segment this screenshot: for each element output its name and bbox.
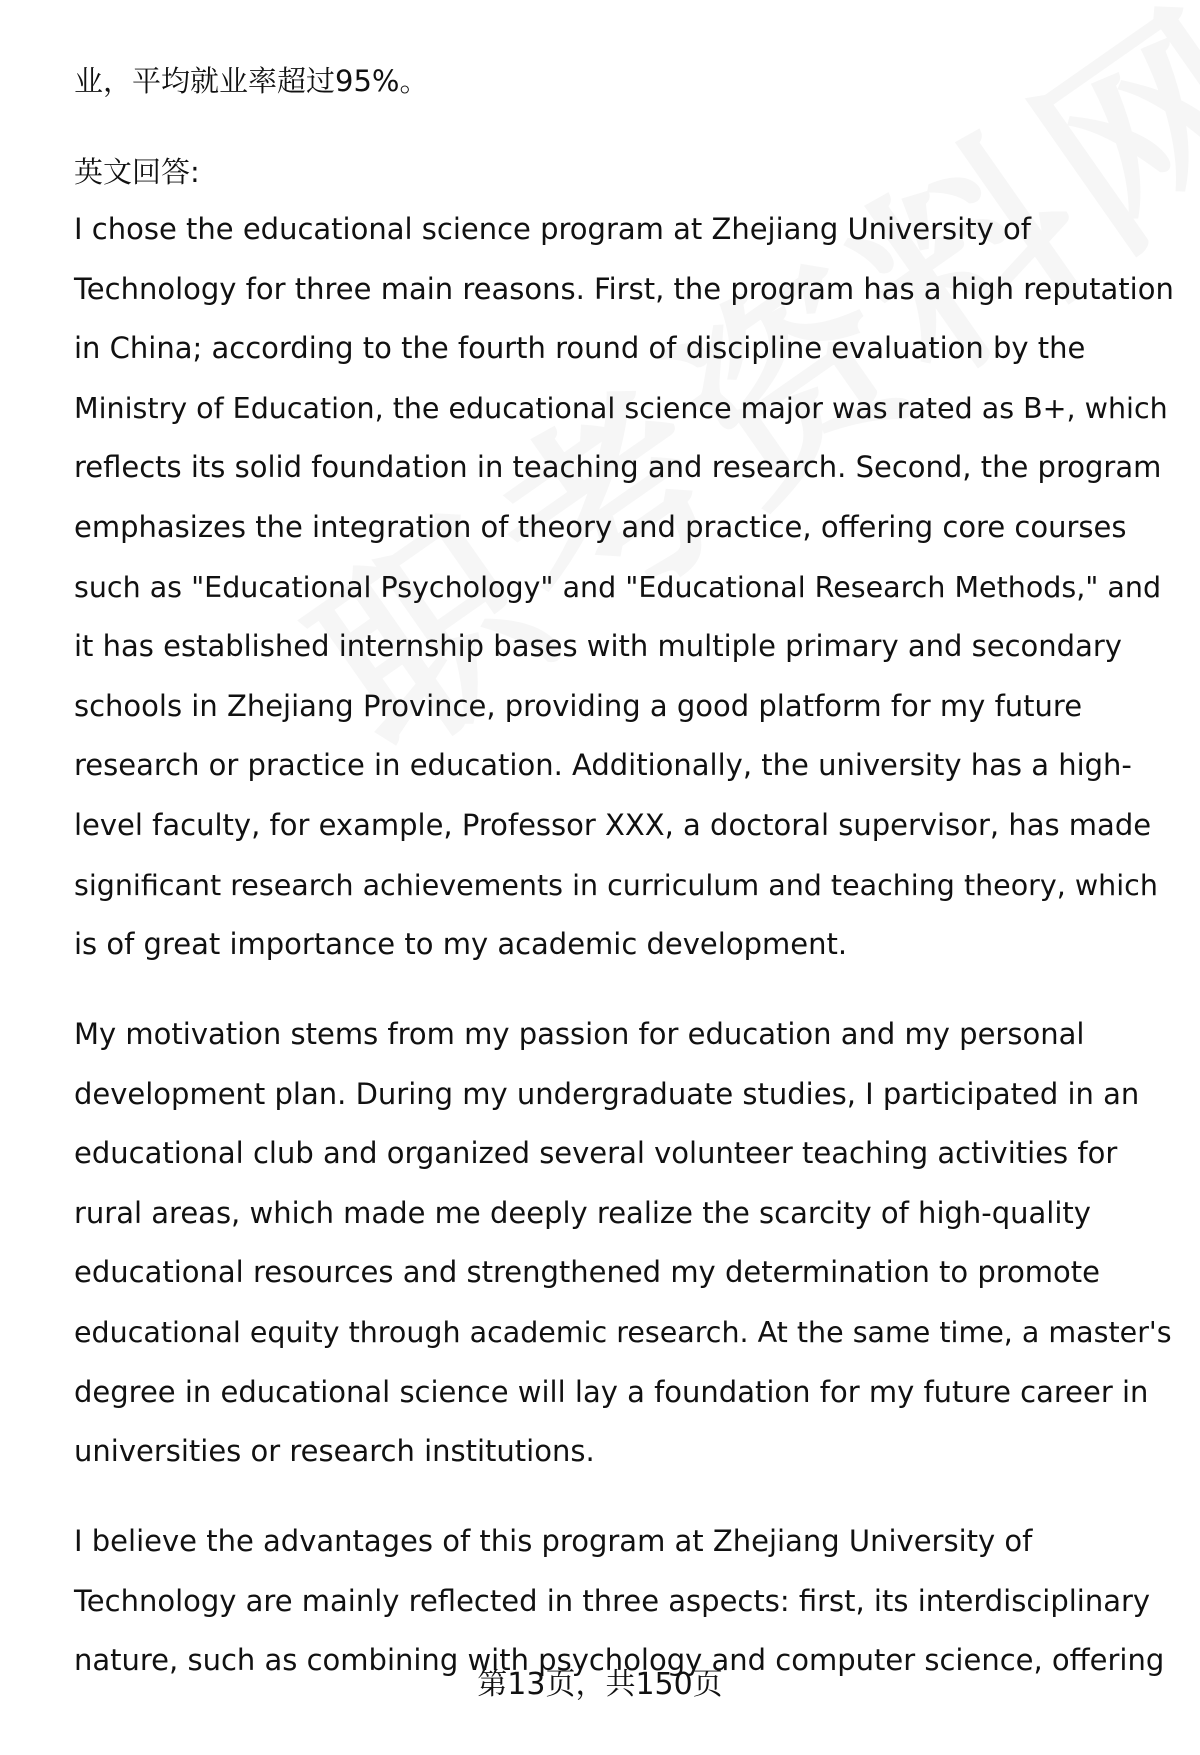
text-line: I believe the advantages of this program at Zhejiang University of [74,1524,1033,1558]
text-line: rural areas, which made me deeply realize the scarcity of high-quality [74,1195,1091,1230]
text-line: universities or research institutions. [74,1434,595,1469]
text-line: such as "Educational Psychology" and "Educational Research Methods," and [74,570,1162,604]
text-line: development plan. During my undergraduate studies, I participated in an [74,1076,1140,1111]
text-line: educational club and organized several volunteer teaching activities for [74,1136,1118,1171]
paragraph-3 [74,1512,1164,1691]
text-line: I chose the educational science program at Zhejiang University of [74,212,1031,246]
text-line: is of great importance to my academic development. [74,927,848,962]
text-line: educational resources and strengthened my determination to promote [74,1255,1101,1290]
text-line: Technology for three main reasons. First, the program has a high reputation [74,271,1174,306]
text-line: educational equity through academic research. At the same time, a master's [74,1315,1172,1349]
text-line: nature, such as combining with psychology and computer science, offering [74,1643,1165,1678]
text-line: research or practice in education. Additionally, the university has a high- [74,748,1132,783]
text-line: My motivation stems from my passion for education and my personal [74,1017,1085,1051]
english-answer-label [74,143,1164,203]
text-line: in China; according to the fourth round of discipline evaluation by the [74,331,1086,366]
text-line: Technology are mainly reflected in three aspects: first, its interdisciplinary [74,1583,1151,1618]
paragraph-2 [74,1005,1172,1482]
text-line: 业，平均就业率超过95%。 [74,64,429,98]
page-number: 第13页，共150页 [477,1667,723,1702]
section-label: 英文回答: [74,155,200,189]
text-line: significant research achievements in curriculum and teaching theory, which [74,868,1158,902]
paragraph-1 [74,200,1174,975]
text-line: degree in educational science will lay a foundation for my future career in [74,1374,1149,1409]
text-line: reflects its solid foundation in teaching and research. Second, the program [74,450,1162,485]
text-line: it has established internship bases with multiple primary and secondary [74,629,1122,664]
text-line: level faculty, for example, Professor XXX, a doctoral supervisor, has made [74,807,1152,842]
text-line: emphasizes the integration of theory and practice, offering core courses [74,509,1127,544]
continued-line [74,52,1164,112]
text-line: schools in Zhejiang Province, providing a good platform for my future [74,688,1083,723]
text-line: Ministry of Education, the educational science major was rated as B+, which [74,391,1168,425]
